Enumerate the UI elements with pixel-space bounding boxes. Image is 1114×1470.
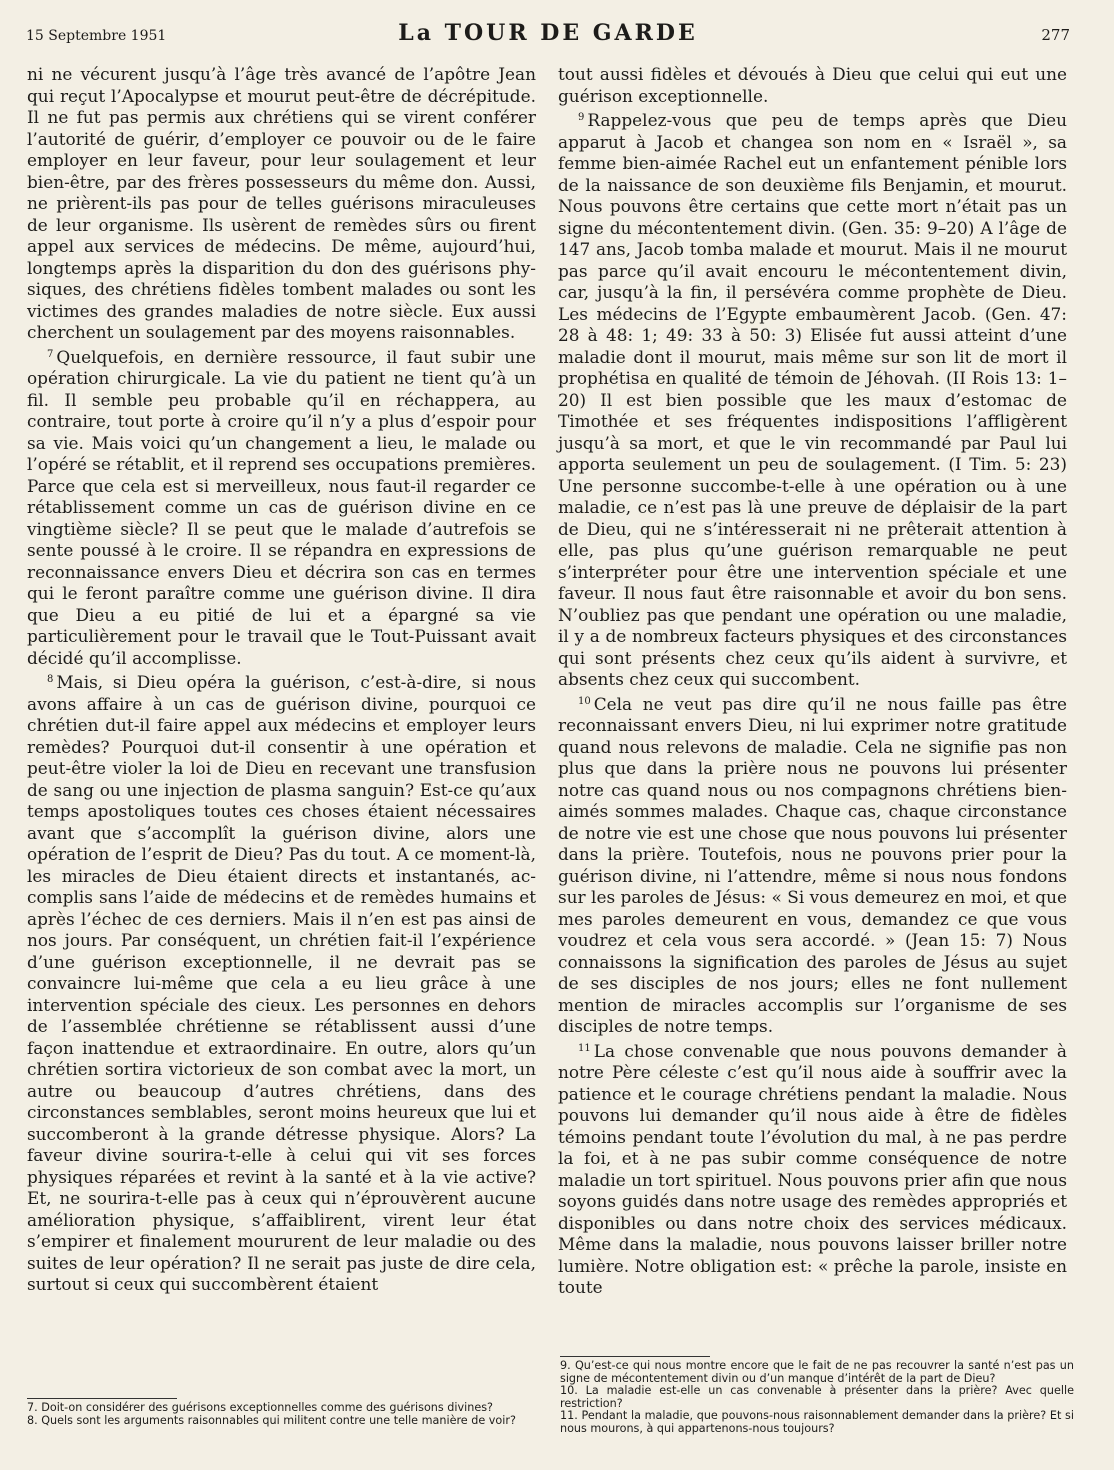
question-10: 10. La maladie est-elle un cas convenable à présenter dans la prière? Avec quelle restriction? [560,1384,1074,1410]
paragraph-number: 7 [47,348,54,360]
paragraph-8 [27,669,536,1296]
paragraph-continued: tout aussi fidèles et dévoués à Dieu que celui qui eut une guérison exceptionnelle. [558,64,1067,106]
paragraph-7 [27,344,536,670]
paragraph-text: Quelquefois, en dernière ressource, il faut subir une opération chirurgicale. La vie du patient ne tient qu’à un fil. Il semble peu probable qu’il en réchappera, au contraire, tout porte à croire qu’il n’y a plus d’espoir pour sa vie. Mais voici qu’un changement a lieu, le malade ou l’opéré se rétablit, et il reprend ses occupations premières. Parce que cela est si merveilleux, nous faut-il regarder ce rétablissement comme un cas de guérison divine en ce vingtième siècle? Il se peut que le malade d’autrefois se sente poussé à le croire. Il se répandra en expressions de reconnaissance envers Dieu et décrira son cas en termes qui le feront paraître comme une guérison divine. Il dira que Dieu a eu pitié de lui et a épargné sa vie particulièrement pour le travail que le Tout-Puissant avait décidé qu’il accomplisse. [27,346,536,668]
paragraph-text: Rappelez-vous que peu de temps après que Dieu apparut à Jacob et changea son nom en « Israël », sa femme bien-aimée Rachel eut un enfantement pénible lors de la naissance de son deuxième fils Benjamin, et mourut. Nous pouvons être certains que cette mort n’était pas un signe du mécontentement divin. (Gen. 35: 9–20) A l’âge de 147 ans, Jacob tomba malade et mourut. Mais il ne mourut pas parce qu’il avait encouru le mécontentement divin, car, jusqu’à la fin, il persévéra comme prophète de Dieu. Les médecins de l’Egypte embaumèrent Jacob. (Gen. 47: 28 à 48: 1; 49: 33 à 50: 3) Elisée fut aussi atteint d’une maladie dont il mourut, mais même sur son lit de mort il prophétisa en qualité de témoin de Jéhovah. (II Rois 13: 1–20) Il est bien possible que les maux d’estomac de Timothée et ses fréquentes indispositions l’affligèrent jusqu’à sa mort, et que le vin recommandé par Paul lui apporta seulement un peu de soulagement. (I Tim. 5: 23) Une personne succombe-t-elle à une opération ou à une maladie, ce n’est pas là une preuve de déplaisir de la part de Dieu, qui ne s’intéresserait ni ne prêterait attention à elle, pas plus qu’une guérison remarquable ne peut s’interpréter pour être une intervention spéciale et une faveur. Il nous faut être raisonnable et avoir du bon sens. N’oubliez pas que pendant une opération ou une maladie, il y a de nombreux facteurs physiques et des circonstances qui sont présents chez ceux qu’ils aident à survivre, et absents chez ceux qui succombent. [558,110,1067,689]
paragraph-10 [558,691,1067,1038]
paragraph-number: 10 [578,695,591,707]
study-questions-left [27,1402,537,1427]
question-8: 8. Quels sont les arguments raisonnables qui militent contre une telle manière de voir? [27,1413,516,1427]
right-column [558,64,1067,1299]
paragraph-text: La chose convenable que nous pouvons demander à notre Père céleste c’est qu’il nous aide à souffrir avec la patience et le courage chrétiens pendant la maladie. Nous pouvons lui demander qu’il nous aide à être de fidèles témoins pendant toute l’évolution du mal, à ne pas perdre la foi, et à ne pas subir comme conséquence de notre maladie un tort spirituel. Nous pouvons prier afin que nous soyons guidés dans notre usage des remèdes appropriés et disponibles ou dans notre choix des services médicaux. Même dans la maladie, nous pouvons laisser briller notre lumière. Notre obligation est: « prêche la parole, insiste en toute [558,1040,1067,1297]
footnote-divider [27,1398,177,1399]
paragraph-text: Mais, si Dieu opéra la guérison, c’est-à-dire, si nous avons affaire à un cas de guérison divine, pourquoi ce chrétien dut-il faire appel aux médecins et employer leurs remèdes? Pourquoi dut-il consentir à une opération et peut-être violer la loi de Dieu en recevant une transfusion de sang ou une injection de plasma sanguin? Est-ce qu’aux temps apostoliques toutes ces choses étaient nécessaires avant que s’accomplît la guérison divine, alors une opération de l’esprit de Dieu? Pas du tout. A ce moment-là, les miracles de Dieu étaient directs et instantanés, accomplis sans l’aide de médecins et de remèdes humains et après l’échec de ces derniers. Mais il n’en est pas ainsi de nos jours. Par conséquent, un chrétien fait-il l’expérience d’une guérison exceptionnelle, il ne devrait pas se convaincre lui-même que cela a eu lieu grâce à une intervention spéciale des cieux. Les personnes en dehors de l’assemblée chrétienne se rétablissent aussi d’une façon inattendue et extraordinaire. En outre, alors qu’un chrétien sortira victorieux de son combat avec la mort, un autre ou beaucoup d’autres chrétiens, dans des circonstances semblables, seront moins heureux que lui et succomberont à la grande détresse physique. Alors? La faveur divine sourira-t-elle à celui qui vit ses forces physiques réparées et revint à la santé et à la vie active? Et, ne sourira-t-elle pas à ceux qui n’éprouvèrent aucune amélioration physique, s’affaiblirent, virent leur état s’empirer et finalement moururent de leur maladie ou des suites de leur opération? Il ne serait pas juste de dire cela, surtout si ceux qui succombèrent étaient [27,672,536,1294]
study-questions-right [560,1360,1074,1436]
left-column [27,64,536,1296]
paragraph-text: Cela ne veut pas dire qu’il ne nous faille pas être reconnaissant envers Dieu, ni lui exprimer notre gratitude quand nous relevons de maladie. Cela ne signifie pas non plus que dans la prière nous ne pouvons lui présenter notre cas quand nous ou nos compagnons chrétiens bien-aimés sommes malades. Chaque cas, chaque circonstance de notre vie est une chose que nous pouvons lui présenter dans la prière. Toutefois, nous ne pouvons prier pour la guérison divine, ni l’attendre, même si nous nous fondons sur les paroles de Jésus: « Si vous demeurez en moi, et que mes paroles demeurent en vous, demandez ce que vous voudrez et cela vous sera accordé. » (Jean 15: 7) Nous connaissons la signification des paroles de Jésus au sujet de ses disciples de nos jours; elles ne font nullement mention de miracles accomplis sur l’organisme de ses disciples de notre temps. [558,693,1067,1036]
page-header [26,20,1070,54]
paragraph-9 [558,107,1067,691]
paragraph-11 [558,1038,1067,1299]
question-7: 7. Doit-on considérer des guérisons exceptionnelles comme des guérisons divines? [27,1401,493,1414]
page-number: 277 [1041,26,1070,44]
magazine-title: La TOUR DE GARDE [398,20,698,46]
paragraph-number: 9 [578,112,585,123]
paragraph-number: 11 [578,1042,591,1054]
issue-date: 15 Septembre 1951 [26,28,167,44]
paragraph-continued: ni ne vécurent jusqu’à l’âge très avancé de l’apôtre Jean qui reçut l’Apocalypse et mourut peut-être de décrépitude. Il ne fut pas permis aux chrétiens qui se virent conférer l’autorité de guérir, d’employer ce pouvoir ou de le faire employer en leur faveur, pour leur soulagement et leur bien-être, par des frères possesseurs du même don. Aussi, ne prièrent-ils pas pour de telles guérisons miraculeuses de leur organisme. Ils usèrent de remèdes sûrs ou firent appel aux services de médecins. De même, aujourd’hui, longtemps après la disparition du don des guérisons physiques, des chrétiens fidèles tombent malades ou sont les victimes des grandes maladies de notre siècle. Eux aussi cherchent un soulagement par des moyens raisonnables. [27,64,536,342]
question-11: 11. Pendant la maladie, que pouvons-nous raisonnablement demander dans la prière? Et si nous mourons, à qui appartenons-nous toujours? [560,1409,1074,1435]
footnote-divider [560,1356,710,1357]
paragraph-number: 8 [47,674,54,685]
question-9: 9. Qu’est-ce qui nous montre encore que le fait de ne pas recouvrer la santé n’est pas un signe de mécontentement divin ou d’un manque d’intérêt de la part de Dieu? [560,1359,1074,1385]
